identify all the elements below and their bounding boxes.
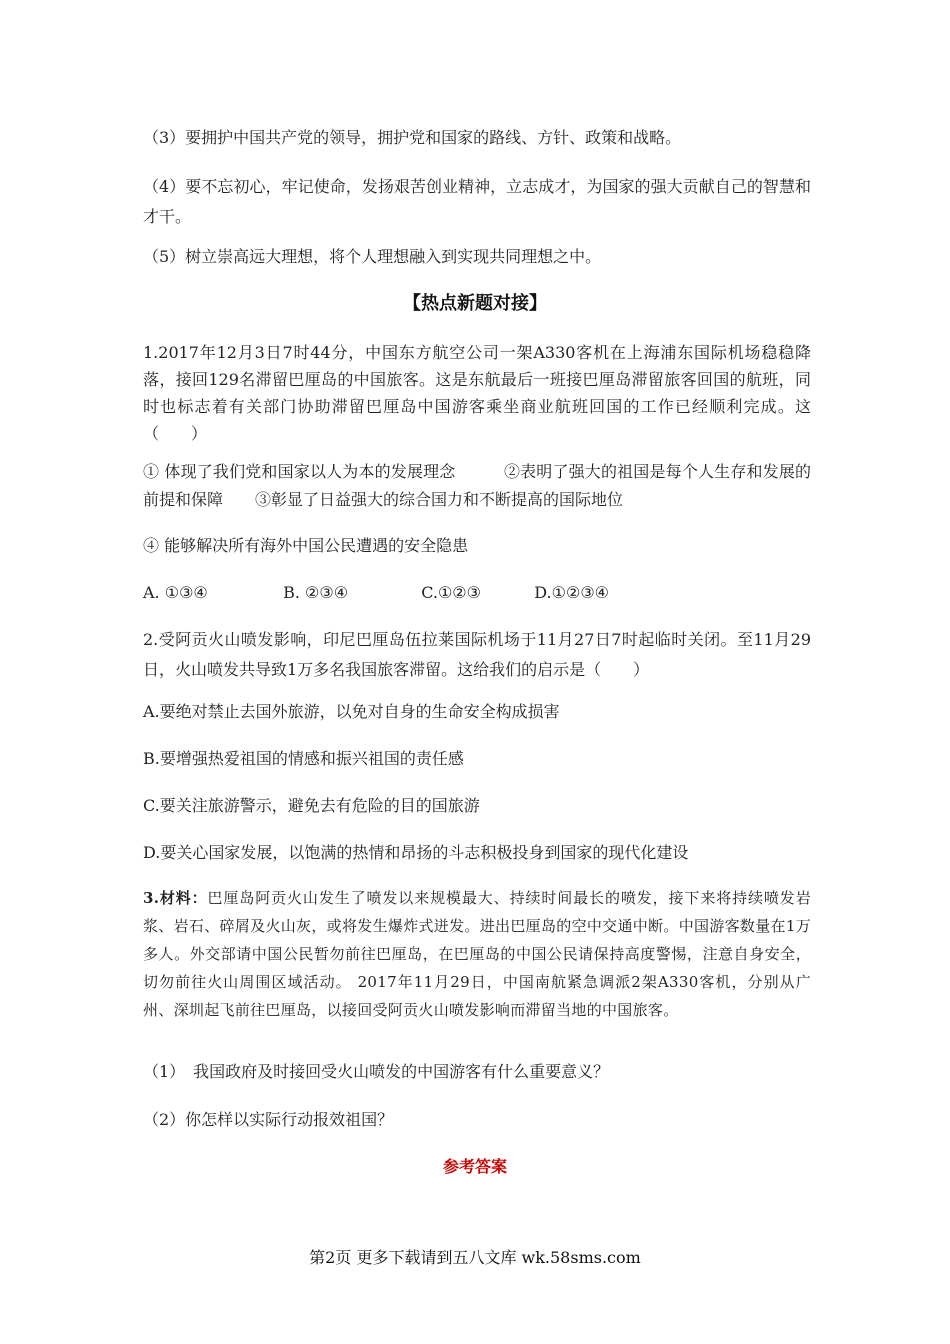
hot-topic-heading: 【热点新题对接】 — [403, 293, 547, 314]
q1-stem: 1.2017年12月3日7时44分，中国东方航空公司一架A330客机在上海浦东国际机场稳稳降落，接回129名滞留巴厘岛的中国旅客。这是东航最后一班接巴厘岛滞留旅客回国的航班，同时也标志着有关部门协助滞留巴厘岛中国游客乘坐商业航班回国的工作已经顺利完成。这（ ） — [143, 343, 811, 443]
prev-item-5: （5）树立崇高远大理想，将个人理想融入到实现共同理想之中。 — [143, 247, 602, 266]
q1-option-b[interactable]: B. ②③④ — [283, 583, 349, 602]
q2-option-b[interactable]: B.要增强热爱祖国的情感和振兴祖国的责任感 — [143, 749, 464, 768]
q3-material — [143, 884, 811, 1024]
q2-option-d[interactable]: D.要关心国家发展，以饱满的热情和昂扬的斗志积极投身到国家的现代化建设 — [143, 843, 689, 862]
q1-option-d[interactable]: D.①②③④ — [534, 583, 609, 602]
q1-statement-4: ④ 能够解决所有海外中国公民遭遇的安全隐患 — [143, 536, 469, 555]
q3-sub-2: （2）你怎样以实际行动报效祖国？ — [143, 1110, 394, 1129]
q2-option-c[interactable]: C.要关注旅游警示，避免去有危险的目的国旅游 — [143, 796, 480, 815]
q3-sub-1: （1） 我国政府及时接回受火山喷发的中国游客有什么重要意义？ — [143, 1062, 610, 1081]
q3-material-text: 巴厘岛阿贡火山发生了喷发以来规模最大、持续时间最长的喷发，接下来将持续喷发岩浆、岩石、碎屑及火山灰，或将发生爆炸式迸发。进出巴厘岛的空中交通中断。中国游客数量在1万多人。外交部请中国公民暂勿前往巴厘岛，在巴厘岛的中国公民请保持高度警惕，注意自身安全，切勿前往火山周围区域活动。 2017年11月29日，中国南航紧急调派2架A330客机，分别从广州、深圳起飞前往巴厘岛，以接回受阿贡火山喷发影响而滞留当地的中国旅客。 — [143, 889, 811, 1019]
q2-stem: 2.受阿贡火山喷发影响，印尼巴厘岛伍拉莱国际机场于11月27日7时起临时关闭。至11月29日，火山喷发共导致1万多名我国旅客滞留。这给我们的启示是（ ） — [143, 630, 811, 679]
q2-option-a[interactable]: A.要绝对禁止去国外旅游，以免对自身的生命安全构成损害 — [143, 702, 560, 721]
q1-option-a[interactable]: A. ①③④ — [143, 583, 208, 602]
q1-statements: ① 体现了我们党和国家以人为本的发展理念 ②表明了强大的祖国是每个人生存和发展的前提和保障 ③彰显了日益强大的综合国力和不断提高的国际地位 — [143, 462, 811, 509]
q3-label: 3.材料： — [143, 889, 208, 907]
answer-heading: 参考答案 — [442, 1157, 507, 1176]
page-footer: 第2页 更多下载请到五八文库 wk.58sms.com — [309, 1248, 641, 1267]
prev-item-3: （3）要拥护中国共产党的领导，拥护党和国家的路线、方针、政策和战略。 — [143, 128, 682, 147]
q1-options — [143, 582, 811, 604]
q1-option-c[interactable]: C.①②③ — [421, 583, 481, 602]
prev-item-4: （4）要不忘初心，牢记使命，发扬艰苦创业精神，立志成才，为国家的强大贡献自己的智慧和才干。 — [143, 177, 811, 226]
